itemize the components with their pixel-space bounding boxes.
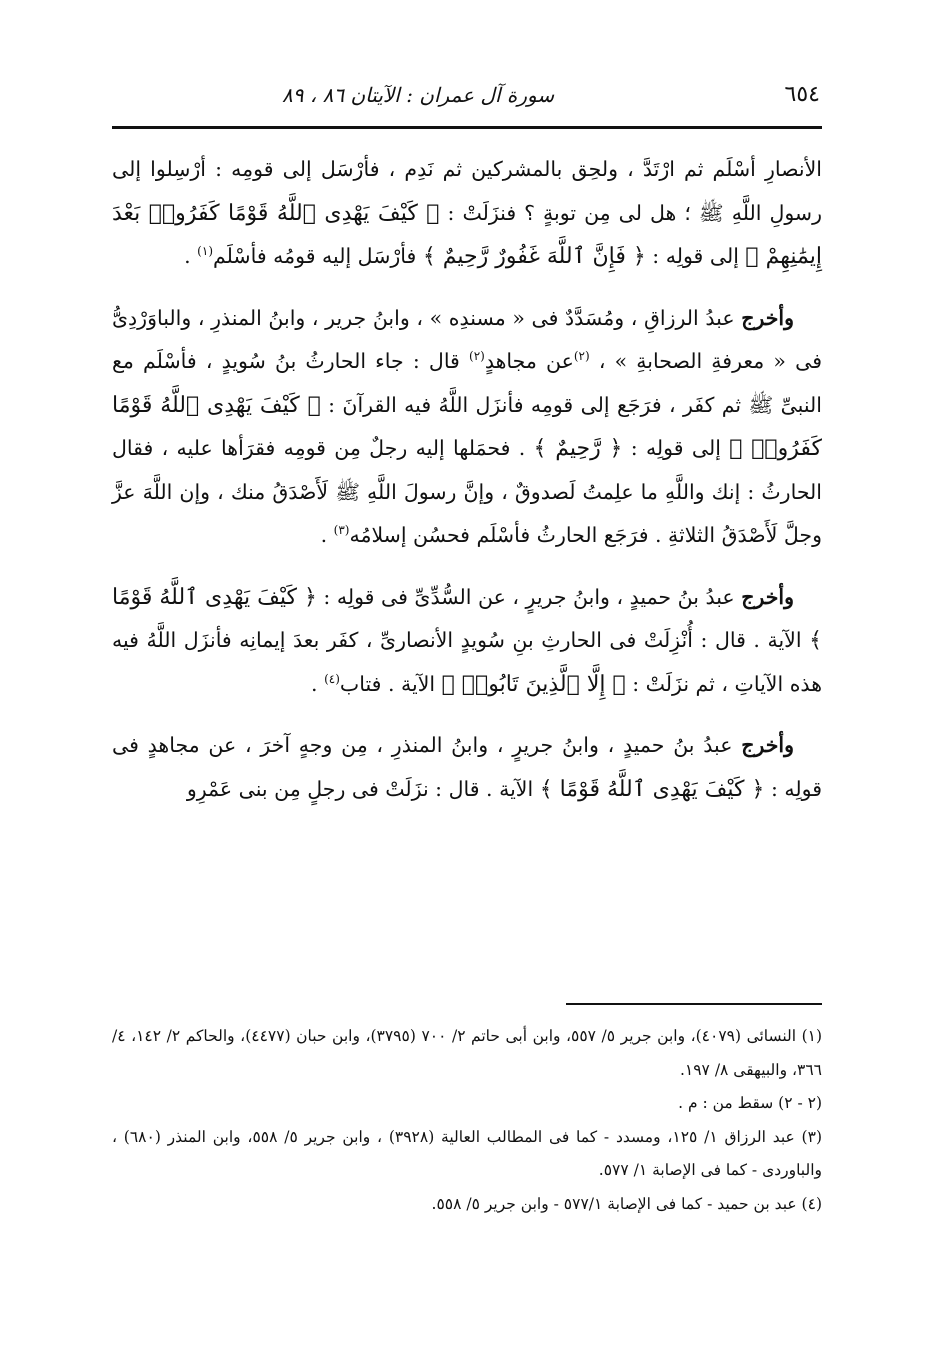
text-run: عبدُ بنُ حميدٍ ، وابنُ جريرٍ ، وابنُ المنذرِ ، مِن وجهٍ آخرَ ، عن مجاهدٍ فى قولِه : <box>112 733 822 801</box>
footnote: (١) النسائى (٤٠٧٩)، وابن جرير ٥/ ٥٥٧، وابن أبى حاتم ٢/ ٧٠٠ (٣٧٩٥)، وابن حبان (٤٤٧٧)، والحاكم ٢/ ١٤٢، ٤/ ٣٦٦، والبيهقى ٨/ ١٩٧. <box>112 1027 823 1079</box>
main-text <box>112 148 822 829</box>
text-run: الآية . فتاب <box>339 671 442 696</box>
paragraph-lead-word: وأخرج <box>741 305 794 330</box>
quran-quote: ﴿ فَإِنَّ ٱللَّهَ غَفُورٌ رَّحِيمٌ ﴾ <box>422 244 646 269</box>
text-run: . <box>184 244 198 268</box>
text-run: إلى قولِه : <box>645 244 746 268</box>
footnote: (٢ - ٢) سقط من : م . <box>678 1094 822 1112</box>
page-header <box>112 78 820 112</box>
text-run: عبدُ بنُ حميدٍ ، وابنُ جريرٍ ، عن السُّدِّىِّ فى قولِه : <box>316 584 742 609</box>
text-run: . <box>320 523 334 547</box>
page-number: ٦٥٤ <box>784 82 820 107</box>
quran-quote: ﴿ إِلَّا ٱلَّذِينَ تَابُوا۟ ﴾ <box>441 671 626 697</box>
paragraph <box>112 724 822 811</box>
header-divider <box>112 126 822 129</box>
text-run: الأنصارِ أسْلَم ثم ارْتَدَّ ، ولحِق بالمشركين ثم نَدِم ، فأرْسَل إلى قومِه : أرْسِلوا إلى رسولِ اللَّهِ ﷺ ؛ هل لى مِن توبةٍ ؟ فنزَلَتْ : <box>112 157 823 225</box>
footnotes <box>112 1020 822 1221</box>
paragraph <box>112 297 822 558</box>
footnote-marker: (٢) <box>469 349 485 364</box>
text-run: الآية . قال : نزَلَتْ فى رجلٍ مِن بنى عَمْرِو <box>186 776 540 801</box>
text-run: . فحمَلها إليه رجلٌ مِن قومِه فقرَأها عليه ، فقال الحارثُ : إنك واللَّهِ ما علِمتُ لَصدوقٌ ، وإنَّ رسولَ اللَّهِ ﷺ لَأَصْدَقُ منك ، وإن اللَّهَ عزَّ وجلَّ لَأَصْدَقُ الثلاثةِ . فرَجَع الحارثُ فأسْلَم فحسُن إسلامُه <box>112 436 822 547</box>
text-run: الآية . قال : أُنْزِلَتْ فى الحارثِ بنِ سُويدٍ الأنصارىِّ ، كفَر بعدَ إيمانِه فأنزَل اللَّهُ فيه هذه الآياتِ ، ثم نزَلَتْ : <box>112 628 822 696</box>
running-title: سورة آل عمران : الآيتان ٨٦ ، ٨٩ <box>282 83 555 107</box>
footnote: (٣) عبد الرزاق ١/ ١٢٥، ومسدد - كما فى المطالب العالية (٣٩٢٨) ، وابن جرير ٥/ ٥٥٨، وابن المنذر (٦٨٠) ، والباوردى - كما فى الإصابة ١/ ٥٧٧. <box>112 1127 822 1179</box>
text-run: عن مجاهدٍ <box>484 349 574 373</box>
paragraph <box>112 576 822 707</box>
footnote: (٤) عبد بن حميد - كما فى الإصابة ٥٧٧/١ - وابن جرير ٥/ ٥٥٨. <box>431 1194 822 1213</box>
paragraph <box>112 148 822 279</box>
text-run: قال : جاء الحارثُ بنُ سُويدٍ ، فأسْلَم مع النبىِّ ﷺ ثم كفَر ، فرَجَع إلى قومِه فأنزَل اللَّهُ فيه القرآنَ : <box>112 349 822 417</box>
quran-quote: ﴿ كَيْفَ يَهْدِى ٱللَّهُ قَوْمًا كَفَرُوا۟ بَعْدَ إِيمَٰنِهِمْ ﴾ <box>112 200 822 269</box>
paragraph-lead-word: وأخرج <box>741 584 794 609</box>
footnote-marker: (٣) <box>333 523 350 538</box>
text-run: فأرْسَل إليه قومُه فأسْلَم <box>213 244 423 268</box>
quran-quote: ﴿ كَيْفَ يَهْدِى ٱللَّهُ قَوْمًا كَفَرُوا۟ ﴾ <box>112 392 822 461</box>
quran-quote: ﴿ كَيْفَ يَهْدِى ٱللَّهُ قَوْمًا ﴾ <box>539 776 765 802</box>
footnote-marker: (٢) <box>573 349 590 364</box>
quran-quote: ﴿ رَّحِيمٌ ﴾ <box>533 436 623 461</box>
text-run: . <box>311 671 325 696</box>
footnote-marker: (١) <box>197 244 213 259</box>
text-run: إلى قولِه : <box>622 436 730 460</box>
text-run: عبدُ الرزاقِ ، ومُسَدَّدٌ فى « مسندِه » ، وابنُ جرير ، وابنُ المنذرِ ، والباوَرْدِىُّ فى « معرفةِ الصحابةِ » ، <box>112 305 822 373</box>
footnote-marker: (٤) <box>324 671 340 686</box>
paragraph-lead-word: وأخرج <box>741 733 794 757</box>
quran-quote: ﴿ كَيْفَ يَهْدِى ٱللَّهُ قَوْمًا ﴾ <box>112 584 822 653</box>
footnote-divider <box>566 1003 822 1005</box>
